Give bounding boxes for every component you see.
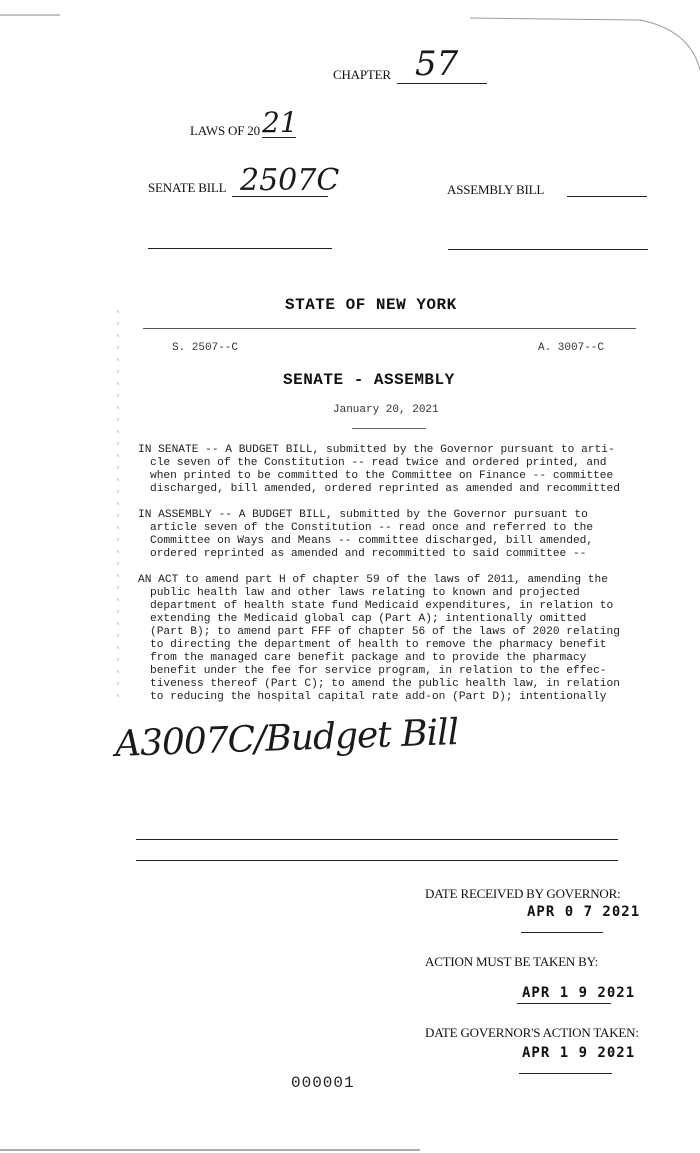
- laws-year-underline: [262, 137, 296, 138]
- bill-date: January 20, 2021: [333, 404, 439, 416]
- senate-bill-underline: [232, 196, 328, 197]
- para-line: IN ASSEMBLY -- A BUDGET BILL, submitted by the Governor pursuant to: [138, 509, 588, 521]
- state-title: STATE OF NEW YORK: [285, 296, 457, 314]
- senate-bill-number: S. 2507--C: [172, 342, 239, 354]
- state-title-rule: [143, 328, 636, 329]
- chapter-underline: [397, 83, 487, 84]
- assembly-signature-line: [448, 249, 648, 250]
- para-line: (Part B); to amend part FFF of chapter 56 of the laws of 2020 relating: [150, 626, 620, 638]
- action-deadline-label: ACTION MUST BE TAKEN BY:: [425, 954, 599, 969]
- handwritten-annotation: A3007C/Budget Bill: [114, 712, 459, 765]
- page-number: 000001: [291, 1074, 355, 1092]
- chapter-label: CHAPTER: [333, 67, 391, 82]
- para-line: benefit under the fee for service program, in relation to the effec-: [150, 665, 607, 677]
- para-line: AN ACT to amend part H of chapter 59 of the laws of 2011, amending the: [138, 574, 608, 586]
- senate-signature-line: [148, 248, 332, 249]
- para-line: extending the Medicaid global cap (Part A); intentionally omitted: [150, 613, 587, 625]
- laws-year-handwritten: 21: [262, 106, 298, 139]
- action-taken-date-stamp: APR 1 9 2021: [522, 1045, 636, 1061]
- para-line: IN SENATE -- A BUDGET BILL, submitted by the Governor pursuant to arti-: [138, 444, 615, 456]
- senate-history-paragraph: [138, 444, 620, 496]
- assembly-bill-number: A. 3007--C: [538, 342, 605, 354]
- para-line: tiveness thereof (Part C); to amend the public health law, in relation: [150, 678, 620, 690]
- para-line: when printed to be committed to the Committee on Finance -- committee: [150, 470, 614, 482]
- deadline-underline: [517, 1003, 611, 1004]
- action-taken-underline: [519, 1073, 612, 1074]
- senate-bill-label: SENATE BILL: [148, 180, 227, 195]
- para-line: discharged, bill amended, ordered reprinted as amended and recommitted: [150, 483, 620, 495]
- para-line: to directing the department of health to remove the pharmacy benefit: [150, 639, 607, 651]
- para-line: cle seven of the Constitution -- read twice and ordered printed, and: [150, 457, 607, 469]
- assembly-bill-underline: [567, 196, 647, 197]
- action-taken-label: DATE GOVERNOR'S ACTION TAKEN:: [425, 1025, 639, 1040]
- para-line: from the managed care benefit package and to provide the pharmacy: [150, 652, 587, 664]
- para-line: to reducing the hospital capital rate add-on (Part D); intentionally: [150, 691, 607, 703]
- house-title: SENATE - ASSEMBLY: [283, 371, 455, 389]
- assembly-history-paragraph: [138, 509, 593, 561]
- received-underline: [521, 932, 603, 933]
- chapter-number-handwritten: 57: [415, 44, 459, 84]
- senate-bill-handwritten: 2507C: [240, 163, 340, 198]
- para-line: article seven of the Constitution -- read once and referred to the: [150, 522, 594, 534]
- signature-line-2: [136, 860, 618, 861]
- para-line: department of health state fund Medicaid expenditures, in relation to: [150, 600, 614, 612]
- para-line: ordered reprinted as amended and recommitted to said committee --: [150, 548, 587, 560]
- para-line: public health law and other laws relating to known and projected: [150, 587, 580, 599]
- signature-line-1: [136, 839, 618, 840]
- date-underline: [352, 428, 426, 429]
- received-date-stamp: APR 0 7 2021: [527, 904, 641, 920]
- assembly-bill-label: ASSEMBLY BILL: [447, 182, 545, 197]
- deadline-date-stamp: APR 1 9 2021: [522, 985, 636, 1001]
- laws-of-label: LAWS OF 20: [190, 123, 260, 138]
- act-title-paragraph: [138, 574, 620, 704]
- para-line: Committee on Ways and Means -- committee discharged, bill amended,: [150, 535, 594, 547]
- received-by-governor-label: DATE RECEIVED BY GOVERNOR:: [425, 886, 621, 901]
